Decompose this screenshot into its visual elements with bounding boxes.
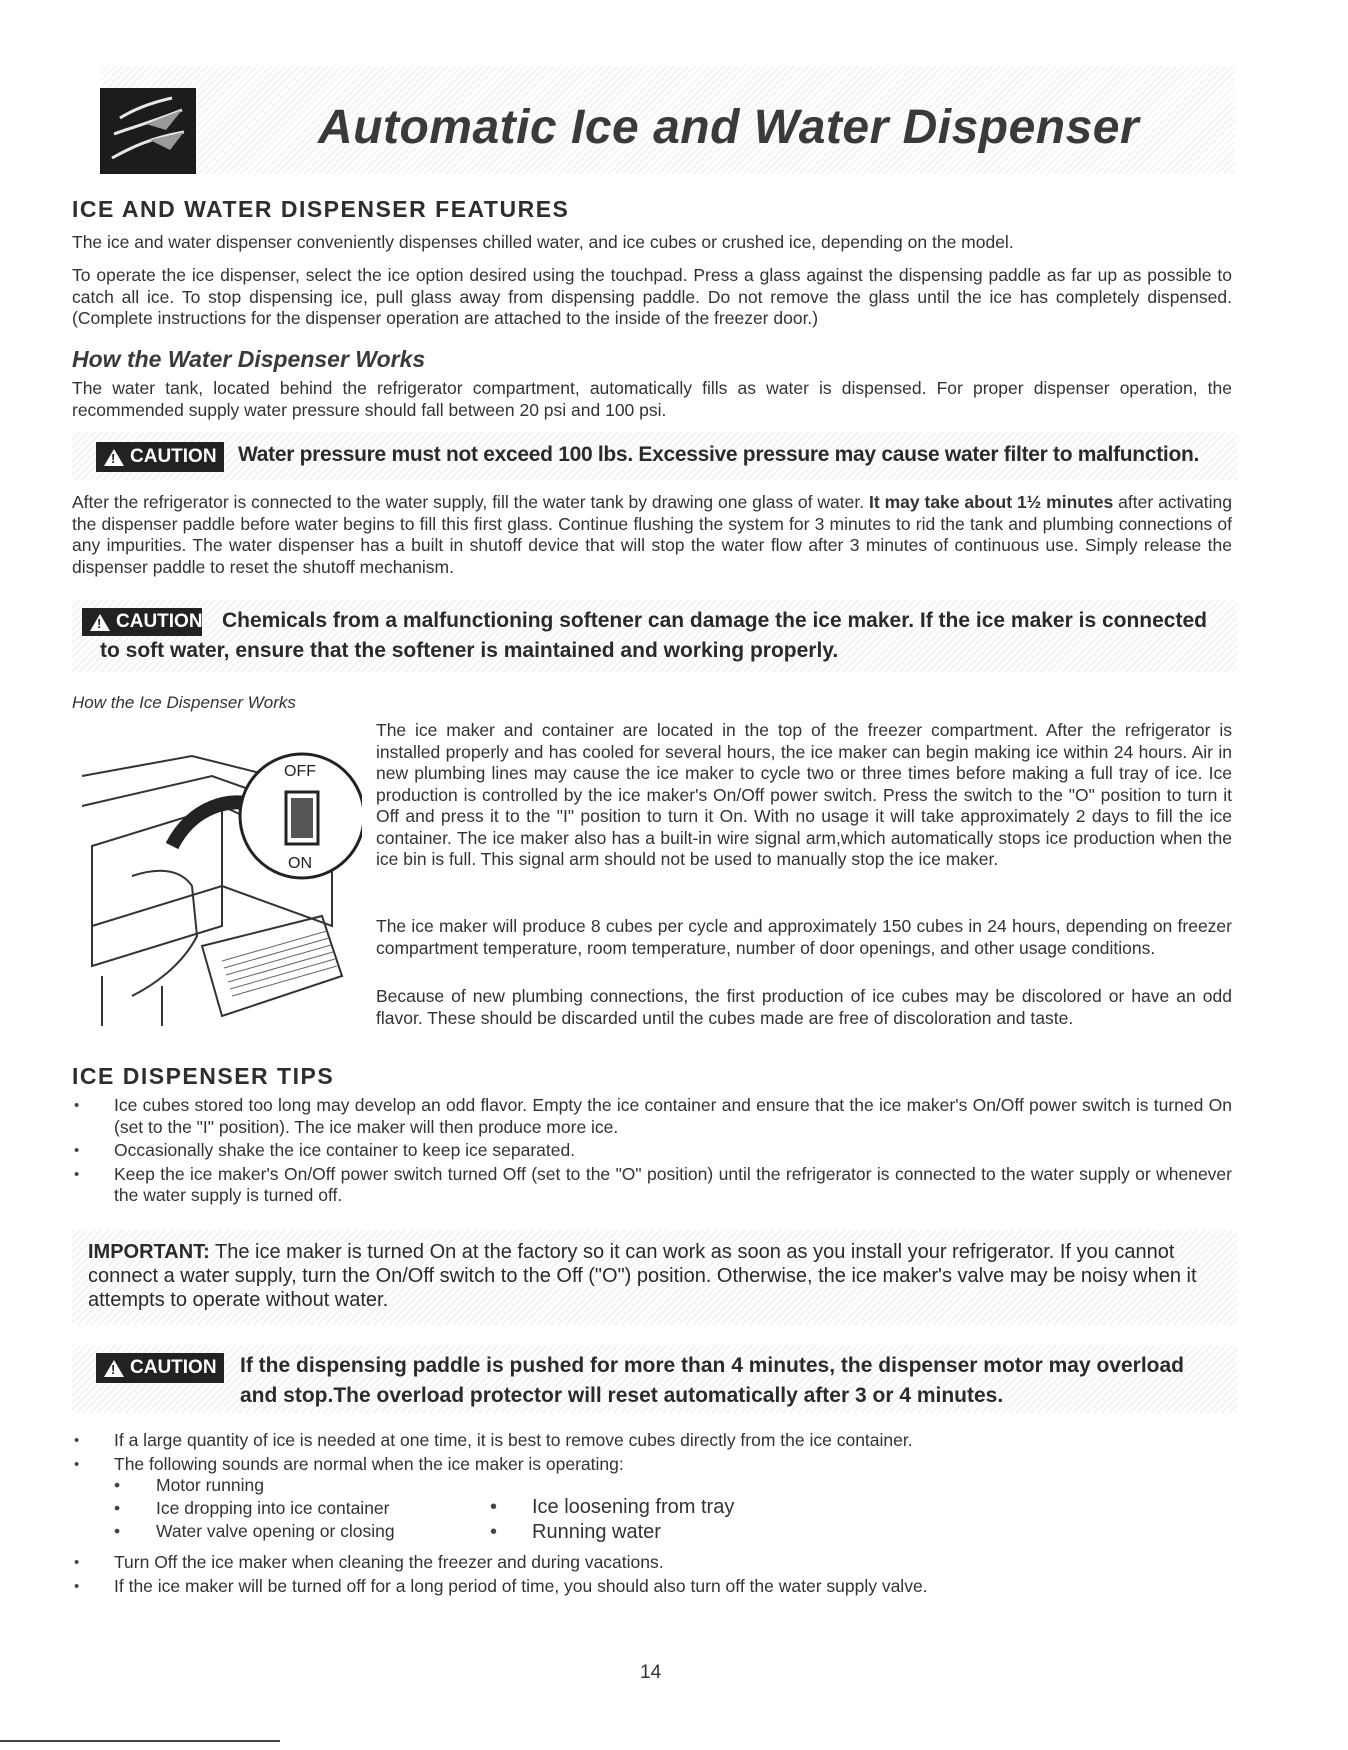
switch-off-label: OFF [284,763,316,780]
warning-triangle-icon [90,614,110,631]
ice-dispenser-caption: How the Ice Dispenser Works [72,693,296,712]
ice-paragraph-2: The ice maker will produce 8 cubes per cycle and approximately 150 cubes in 24 hours, depending on freezer compartment temperature, room temperature, number of door openings, and other usage conditions. [376,916,1232,958]
switch-on-label: ON [288,855,312,872]
list-item: • Ice cubes stored too long may develop an odd flavor. Empty the ice container and ensure that the ice maker's On/Off power switch is turned On (set to the "I" position). The ice maker will then produce more ice. [72,1095,1232,1138]
caution-text-3-line-2: and stop.The overload protector will reset automatically after 3 or 4 minutes. [240,1384,1004,1407]
important-note: IMPORTANT: The ice maker is turned On at the factory so it can work as soon as you install your refrigerator. If you cannot connect a water supply, turn the On/Off switch to the Off ("O") position. Otherwise, the ice maker's valve may be noisy when it attempts to operate without water. [88,1241,1197,1311]
sound-item: • Running water [490,1521,661,1543]
caution-text-2-line-1: Chemicals from a malfunctioning softener can damage the ice maker. If the ice maker is connected [222,609,1207,632]
ice-maker-switch-illustration [72,736,362,1036]
list-item: • Turn Off the ice maker when cleaning the freezer and during vacations. [72,1552,1232,1574]
ice-paragraph-1: The ice maker and container are located in the top of the freezer compartment. After the refrigerator is installed properly and has cooled for several hours, the ice maker can begin making ice within 24 hours. Air in new plumbing lines may cause the ice maker to cycle two or three times before making a full tray of ice. Ice production is controlled by the ice maker's On/Off power switch. Press the switch to the "O" position to turn it Off and press it to the "I" position to turn it On. With no usage it will take approximately 2 days to fill the ice container. The ice maker also has a built-in wire signal arm,which automatically stops ice production when the ice bin is full. This signal arm should not be used to manually stop the ice maker. [376,720,1232,869]
water-paragraph-2: After the refrigerator is connected to the water supply, fill the water tank by drawing one glass of water. It may take about 1½ minutes after activating the dispenser paddle before water begins to fill this first glass. Continue flushing the system for 3 minutes to rid the tank and plumbing connections of any impurities. The water dispenser has a built in shutoff device that will stop the water flow after 3 minutes of continuous use. Simply release the dispenser paddle to reset the shutoff mechanism. [72,492,1233,577]
page-number: 14 [640,1662,662,1683]
caution-text-3-line-1: If the dispensing paddle is pushed for more than 4 minutes, the dispenser motor may overload [240,1354,1185,1377]
sound-item: • Motor running [114,1475,264,1495]
sound-item: • Ice loosening from tray [490,1496,735,1518]
warning-triangle-icon [104,449,124,466]
frost-leaf-logo-icon [100,88,196,174]
list-item: • The following sounds are normal when the ice maker is operating: [72,1454,1232,1476]
warning-triangle-icon [104,1360,124,1377]
list-item: • If a large quantity of ice is needed at one time, it is best to remove cubes directly from the ice container. [72,1430,1232,1452]
list-item: • Occasionally shake the ice container to keep ice separated. [72,1140,1232,1162]
sound-item: • Ice dropping into ice container [114,1498,390,1518]
ice-paragraph-3: Because of new plumbing connections, the first production of ice cubes may be discolored or have an odd flavor. These should be discarded until the cubes made are free of discoloration and taste. [376,986,1232,1028]
caution-badge-1: ! CAUTION [96,442,224,472]
caution-badge-2: ! CAUTION [82,608,202,636]
tips-list-3 [72,1552,1232,1599]
tips-list-2 [72,1430,1232,1477]
bottom-rule [0,1740,280,1742]
caution-text-1: Water pressure must not exceed 100 lbs. Excessive pressure may cause water filter to malfunction. [238,443,1200,466]
list-item: • Keep the ice maker's On/Off power switch turned Off (set to the "O" position) until the refrigerator is connected to the water supply or whenever the water supply is turned off. [72,1164,1232,1207]
water-paragraph-1: The water tank, located behind the refrigerator compartment, automatically fills as water is dispensed. For proper dispenser operation, the recommended supply water pressure should fall between 20 psi and 100 psi. [72,378,1232,420]
page-title: Automatic Ice and Water Dispenser [318,101,1140,154]
features-paragraph-2: To operate the ice dispenser, select the ice option desired using the touchpad. Press a glass against the dispensing paddle as far up as possible to catch all ice. To stop dispensing ice, pull glass away from dispensing paddle. Do not remove the glass until the ice has completely dispensed. (Complete instructions for the dispenser operation are attached to the inside of the freezer door.) [72,265,1232,328]
sound-item: • Water valve opening or closing [114,1521,395,1541]
caution-badge-3: ! CAUTION [96,1353,224,1383]
water-dispenser-heading: How the Water Dispenser Works [72,346,426,372]
caution-text-2-line-2: to soft water, ensure that the softener is maintained and working properly. [100,639,839,662]
list-item: • If the ice maker will be turned off for a long period of time, you should also turn off the water supply valve. [72,1576,1232,1598]
features-paragraph-1: The ice and water dispenser conveniently dispenses chilled water, and ice cubes or crushed ice, depending on the model. [72,232,1014,252]
tips-list [72,1095,1232,1209]
tips-heading: ICE DISPENSER TIPS [72,1063,335,1089]
features-heading: ICE AND WATER DISPENSER FEATURES [72,196,570,222]
